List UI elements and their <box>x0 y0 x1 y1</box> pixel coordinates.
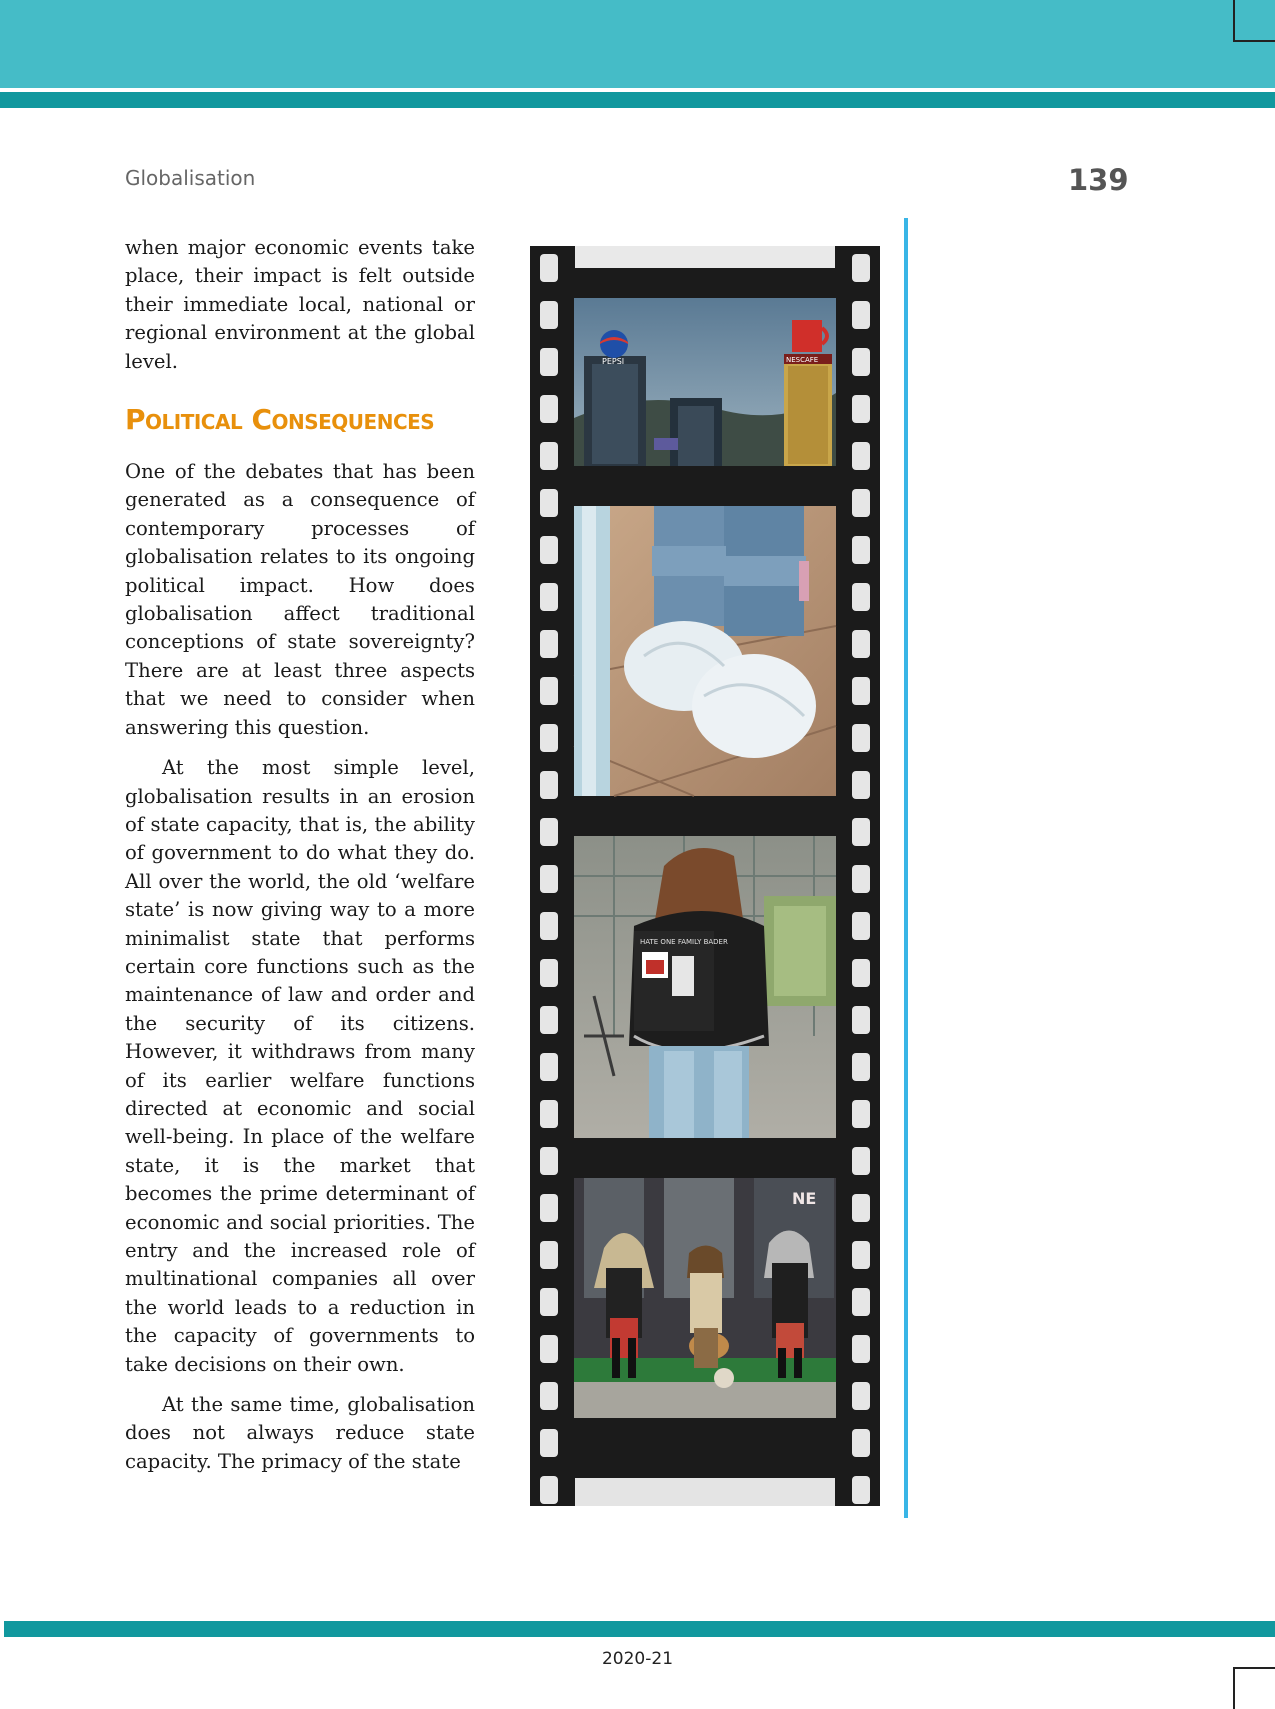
sprocket-hole <box>852 583 870 611</box>
sprocket-hole <box>540 1053 558 1081</box>
side-margin-rule <box>904 218 908 1518</box>
sprocket-hole <box>852 1194 870 1222</box>
sprocket-hole <box>540 1476 558 1504</box>
film-bottom-curl <box>575 1478 835 1506</box>
sprocket-hole <box>540 301 558 329</box>
edition-year: 2020-21 <box>601 1649 674 1669</box>
paragraph-intro: when major economic events take place, their impact is felt outside their immediate local, national or regional environment at the global level. <box>125 236 475 373</box>
sprocket-hole <box>540 395 558 423</box>
sprocket-hole <box>540 1429 558 1457</box>
sprocket-hole <box>852 865 870 893</box>
page-number: 139 <box>1068 163 1129 197</box>
sprocket-hole <box>852 959 870 987</box>
top-band-rule <box>0 92 1275 108</box>
sprocket-hole <box>540 912 558 940</box>
sprocket-hole <box>852 1382 870 1410</box>
sprocket-hole <box>540 724 558 752</box>
sprocket-hole <box>540 630 558 658</box>
pepsi-globe <box>600 330 628 358</box>
sprocket-hole <box>852 536 870 564</box>
sprocket-hole <box>540 1335 558 1363</box>
photo-plastic-overshoes <box>574 506 836 796</box>
sprocket-hole <box>540 1382 558 1410</box>
paragraph-1: One of the debates that has been generated as a consequence of contemporary processes of globalisation relates to its ongoing political impact. How does globalisation affect traditional conceptions of state sovereignty? There are at least three aspects that we need to consider when answering this question. <box>125 460 475 739</box>
crop-mark-top-right <box>1233 0 1275 42</box>
sprocket-hole <box>852 724 870 752</box>
sprocket-hole <box>852 489 870 517</box>
sprocket-hole <box>540 1100 558 1128</box>
sprocket-hole <box>852 1147 870 1175</box>
sprocket-hole <box>540 865 558 893</box>
jacket-patch-text: HATE ONE FAMILY BADER <box>640 938 728 946</box>
paragraph-2: At the most simple level, globalisation results in an erosion of state capacity, that is, the ability of government to do what they do. All over the world, the old ‘welfare state’ is now giving way to a more minimalist state that performs certain core functions such as the maintenance of law and order and the security of its citizens. However, it withdraws from many of its earlier welfare functions directed at economic and social well-being. In place of the welfare state, it is the market that becomes the prime determinant of economic and social priorities. The entry and the increased role of multinational companies all over the world leads to a reduction in the capacity of governments to take decisions on their own. <box>125 756 475 1376</box>
text-column <box>125 234 475 1476</box>
sprocket-hole <box>540 1147 558 1175</box>
sprocket-hole <box>852 1429 870 1457</box>
sprocket-hole <box>540 1006 558 1034</box>
sprocket-hole <box>852 771 870 799</box>
sprocket-hole <box>852 1100 870 1128</box>
section-heading: Political Consequences <box>125 403 435 437</box>
nescafe-mug <box>792 320 822 352</box>
sprocket-hole <box>852 1006 870 1034</box>
sprocket-hole <box>852 395 870 423</box>
sprocket-hole <box>540 489 558 517</box>
sprocket-hole <box>540 818 558 846</box>
sprocket-hole <box>852 254 870 282</box>
photo-street-performers <box>574 1178 836 1418</box>
sprocket-hole <box>540 583 558 611</box>
sprocket-hole <box>540 1241 558 1269</box>
sprocket-hole <box>852 1053 870 1081</box>
sprocket-hole <box>852 1288 870 1316</box>
shop-sign-text: NE <box>792 1189 817 1208</box>
sprocket-hole <box>540 442 558 470</box>
crop-mark-bottom-right <box>1233 1667 1275 1709</box>
sprocket-hole <box>852 912 870 940</box>
photo-punk-jacket <box>574 836 836 1138</box>
sprocket-hole <box>540 254 558 282</box>
sprocket-hole <box>540 959 558 987</box>
sprocket-hole <box>852 442 870 470</box>
sprocket-hole <box>852 1476 870 1504</box>
sprocket-hole <box>540 348 558 376</box>
sprocket-hole <box>540 1194 558 1222</box>
sprocket-hole <box>540 771 558 799</box>
sprocket-hole <box>540 536 558 564</box>
sprocket-hole <box>852 677 870 705</box>
sprocket-hole <box>852 818 870 846</box>
sprocket-hole <box>852 1335 870 1363</box>
sprocket-hole <box>852 1241 870 1269</box>
filmstrip-photo-collage <box>530 246 880 1506</box>
sprocket-hole <box>852 301 870 329</box>
sprocket-hole <box>540 677 558 705</box>
sprocket-hole <box>852 348 870 376</box>
running-head: Globalisation <box>125 166 256 190</box>
photo-skyline <box>574 298 836 466</box>
film-top-curl <box>575 246 835 268</box>
sprocket-hole <box>852 630 870 658</box>
pepsi-sign: PEPSI <box>602 357 625 366</box>
nescafe-sign: NESCAFE <box>786 356 819 364</box>
top-color-band <box>0 0 1275 88</box>
bottom-rule <box>4 1621 1275 1637</box>
sprocket-hole <box>540 1288 558 1316</box>
paragraph-3: At the same time, globalisation does not always reduce state capacity. The primacy of the state <box>125 1393 475 1473</box>
